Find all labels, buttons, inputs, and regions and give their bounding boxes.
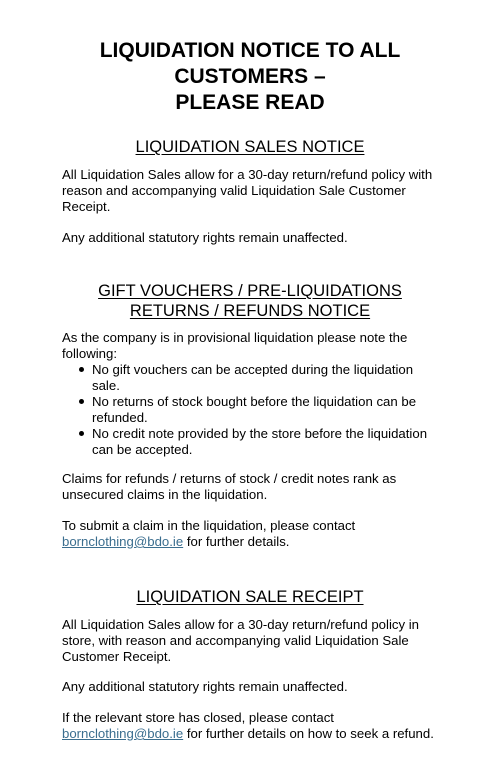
sale-receipt-statutory-text: Any additional statutory rights remain unaffected. (62, 679, 348, 694)
sales-notice-heading: LIQUIDATION SALES NOTICE (135, 138, 365, 156)
sale-receipt-heading: LIQUIDATION SALE RECEIPT (136, 588, 364, 606)
vouchers-intro-paragraph: As the company is in provisional liquidation please note the following: (62, 330, 408, 361)
list-item: No credit note provided by the store before the liquidation can be accepted. (62, 426, 462, 458)
title-line-3: PLEASE READ (175, 91, 325, 114)
page-title (0, 38, 500, 116)
contact-email-link[interactable]: bornclothing@bdo.ie (62, 534, 184, 549)
bullet-icon (79, 399, 84, 404)
list-item: No returns of stock bought before the liquidation can be refunded. (62, 394, 462, 426)
vouchers-notice-heading: GIFT VOUCHERS / PRE-LIQUIDATIONS RETURNS / REFUNDS NOTICE (98, 282, 402, 320)
sales-notice-paragraph: All Liquidation Sales allow for a 30-day return/refund policy with reason and accompanying valid Liquidation Sale Customer Receipt. (62, 167, 433, 214)
bullet-icon (79, 431, 84, 436)
vouchers-bullet-list (62, 362, 462, 458)
list-item: No gift vouchers can be accepted during the liquidation sale. (62, 362, 462, 394)
bullet-icon (79, 367, 84, 372)
sale-receipt-paragraph: All Liquidation Sales allow for a 30-day return/refund policy in store, with reason and accompanying valid Liquidation Sale Customer Receipt. (62, 617, 419, 664)
claims-paragraph: Claims for refunds / returns of stock / credit notes rank as unsecured claims in the liquidation. (62, 471, 397, 502)
sales-notice-statutory-text: Any additional statutory rights remain unaffected. (62, 230, 348, 245)
contact-email-link[interactable]: bornclothing@bdo.ie (62, 726, 184, 741)
title-line-2: CUSTOMERS – (174, 65, 326, 88)
title-line-1: LIQUIDATION NOTICE TO ALL (99, 39, 401, 62)
claims-contact-paragraph: To submit a claim in the liquidation, please contact bornclothing@bdo.ie for further details. (62, 518, 356, 549)
sale-receipt-contact-paragraph: If the relevant store has closed, please contact bornclothing@bdo.ie for further details on how to seek a refund. (62, 710, 434, 741)
